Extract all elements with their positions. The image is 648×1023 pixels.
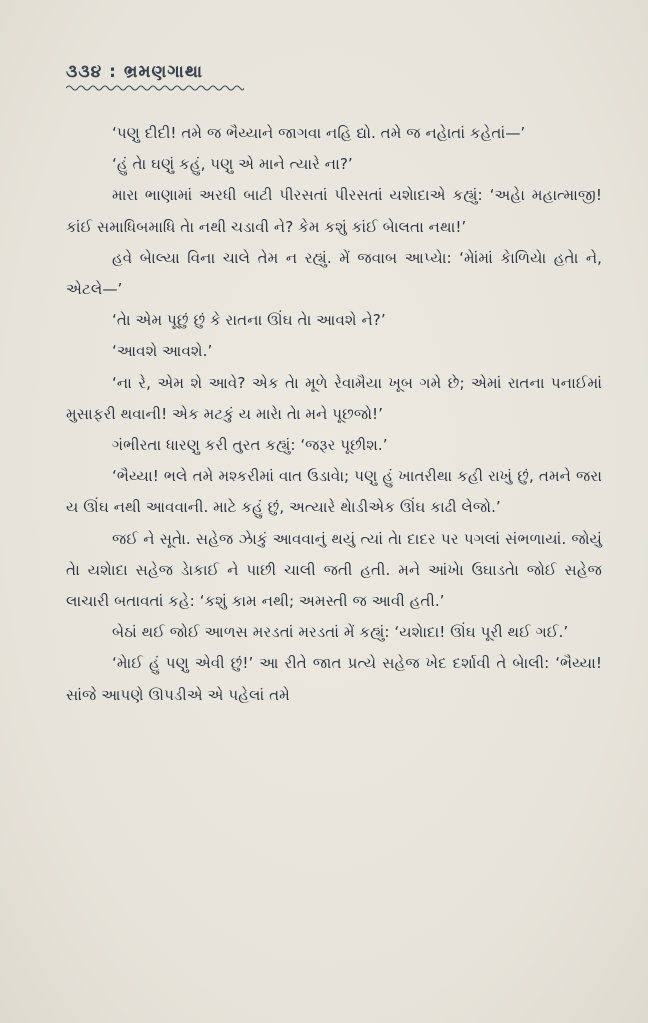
header-wavy-rule [66, 84, 244, 92]
paragraph: મારા ભાણામાં અરધી બાટી પીરસતાં પીરસતાં યશેાદાએ કહ્યું: ‘અહેા મહાત્માજી! કાંઈ સમાધિબમાધિ તેા નથી ચડાવી ને? કેમ કશું કાંઈ બેાલતા નથા!’ [66, 186, 602, 236]
paragraph: જઈ ને સૂતેા. સહેજ ઝેાકું આવવાનું થયું ત્યાં તેા દાદર પર પગલાં સંભળાયાં. જોયું તેા યશેાદા સહેજ ડેાકાઈ ને પાછી ચાલી જતી હતી. મને આંખેા ઉઘાડતેા જોઈ સહેજ લાચારી બતાવતાં કહે: ‘કશું કામ નથી; અમસ્તી જ આવી હતી.’ [66, 529, 602, 611]
page-number: ૩૩૪ [66, 62, 103, 82]
paragraph: ‘ભૈય્યા! ભલે તમે મશ્કરીમાં વાત ઉડાવેા; પણુ હું ખાતરીથા કહી રાખું છું, તમને જરા ય ઊંઘ નથી આવવાની. માટે કહું છું, અત્યારે થેાડીએક ઊંઘ કાઢી લેજો.’ [66, 467, 602, 517]
paragraph: બેઠાં થઈ જોઈ આળસ મરડતાં મરડતાં મેં કહ્યું: ‘યશેાદા! ઊંઘ પૂરી થઈ ગઈ.’ [112, 623, 569, 642]
paragraph: ‘પણુ દીદી! તમે જ ભૈય્યાને જાગવા નહિ દ્યો. તમે જ નહેાતાં કહેતાં—’ [112, 124, 526, 142]
header-separator: : [109, 62, 117, 82]
book-title: ભ્રમણગાથા [123, 62, 204, 82]
paragraph: ‘તેા એમ પૂછું છું કે રાતના ઊંઘ તેા આવશે ને?’ [112, 311, 386, 330]
paragraph: ‘મેાઈ હું પણુ એવી છું!’ આ રીતે જાત પ્રત્યે સહેજ ખેદ દર્શાવી તે બેાલી: ‘ભૈય્યા! સાંજે આપણે ઊપડીએ એ પહેલાં તમે [66, 654, 602, 704]
body-text [66, 118, 602, 711]
paragraph: ‘આવશે આવશે.’ [112, 342, 213, 361]
paragraph: ‘ના રે, એમ શે આવે? એક તેા મૂળે રેવામૈયા ખૂબ ગમે છે; એમાં રાતના પનાઈમાં મુસાફરી થવાની! એક મટકું ય મારેા તેા મને પૂછજો!’ [66, 373, 602, 423]
paragraph: ગંભીરતા ધારણુ કરી તુરત કહ્યું: ‘જરૂર પૂછીશ.’ [112, 436, 388, 455]
running-header [66, 62, 203, 82]
paragraph: ‘હું તેા ઘણું કહું, પણુ એ માને ત્યારે ના?’ [112, 155, 353, 174]
paragraph: હવે બેાલ્યા વિના ચાલે તેમ ન રહ્યું. મેં જવાબ આપ્યેા: ‘મેાંમાં કેાળિયેા હતેા ને, એટલે—’ [66, 248, 602, 299]
